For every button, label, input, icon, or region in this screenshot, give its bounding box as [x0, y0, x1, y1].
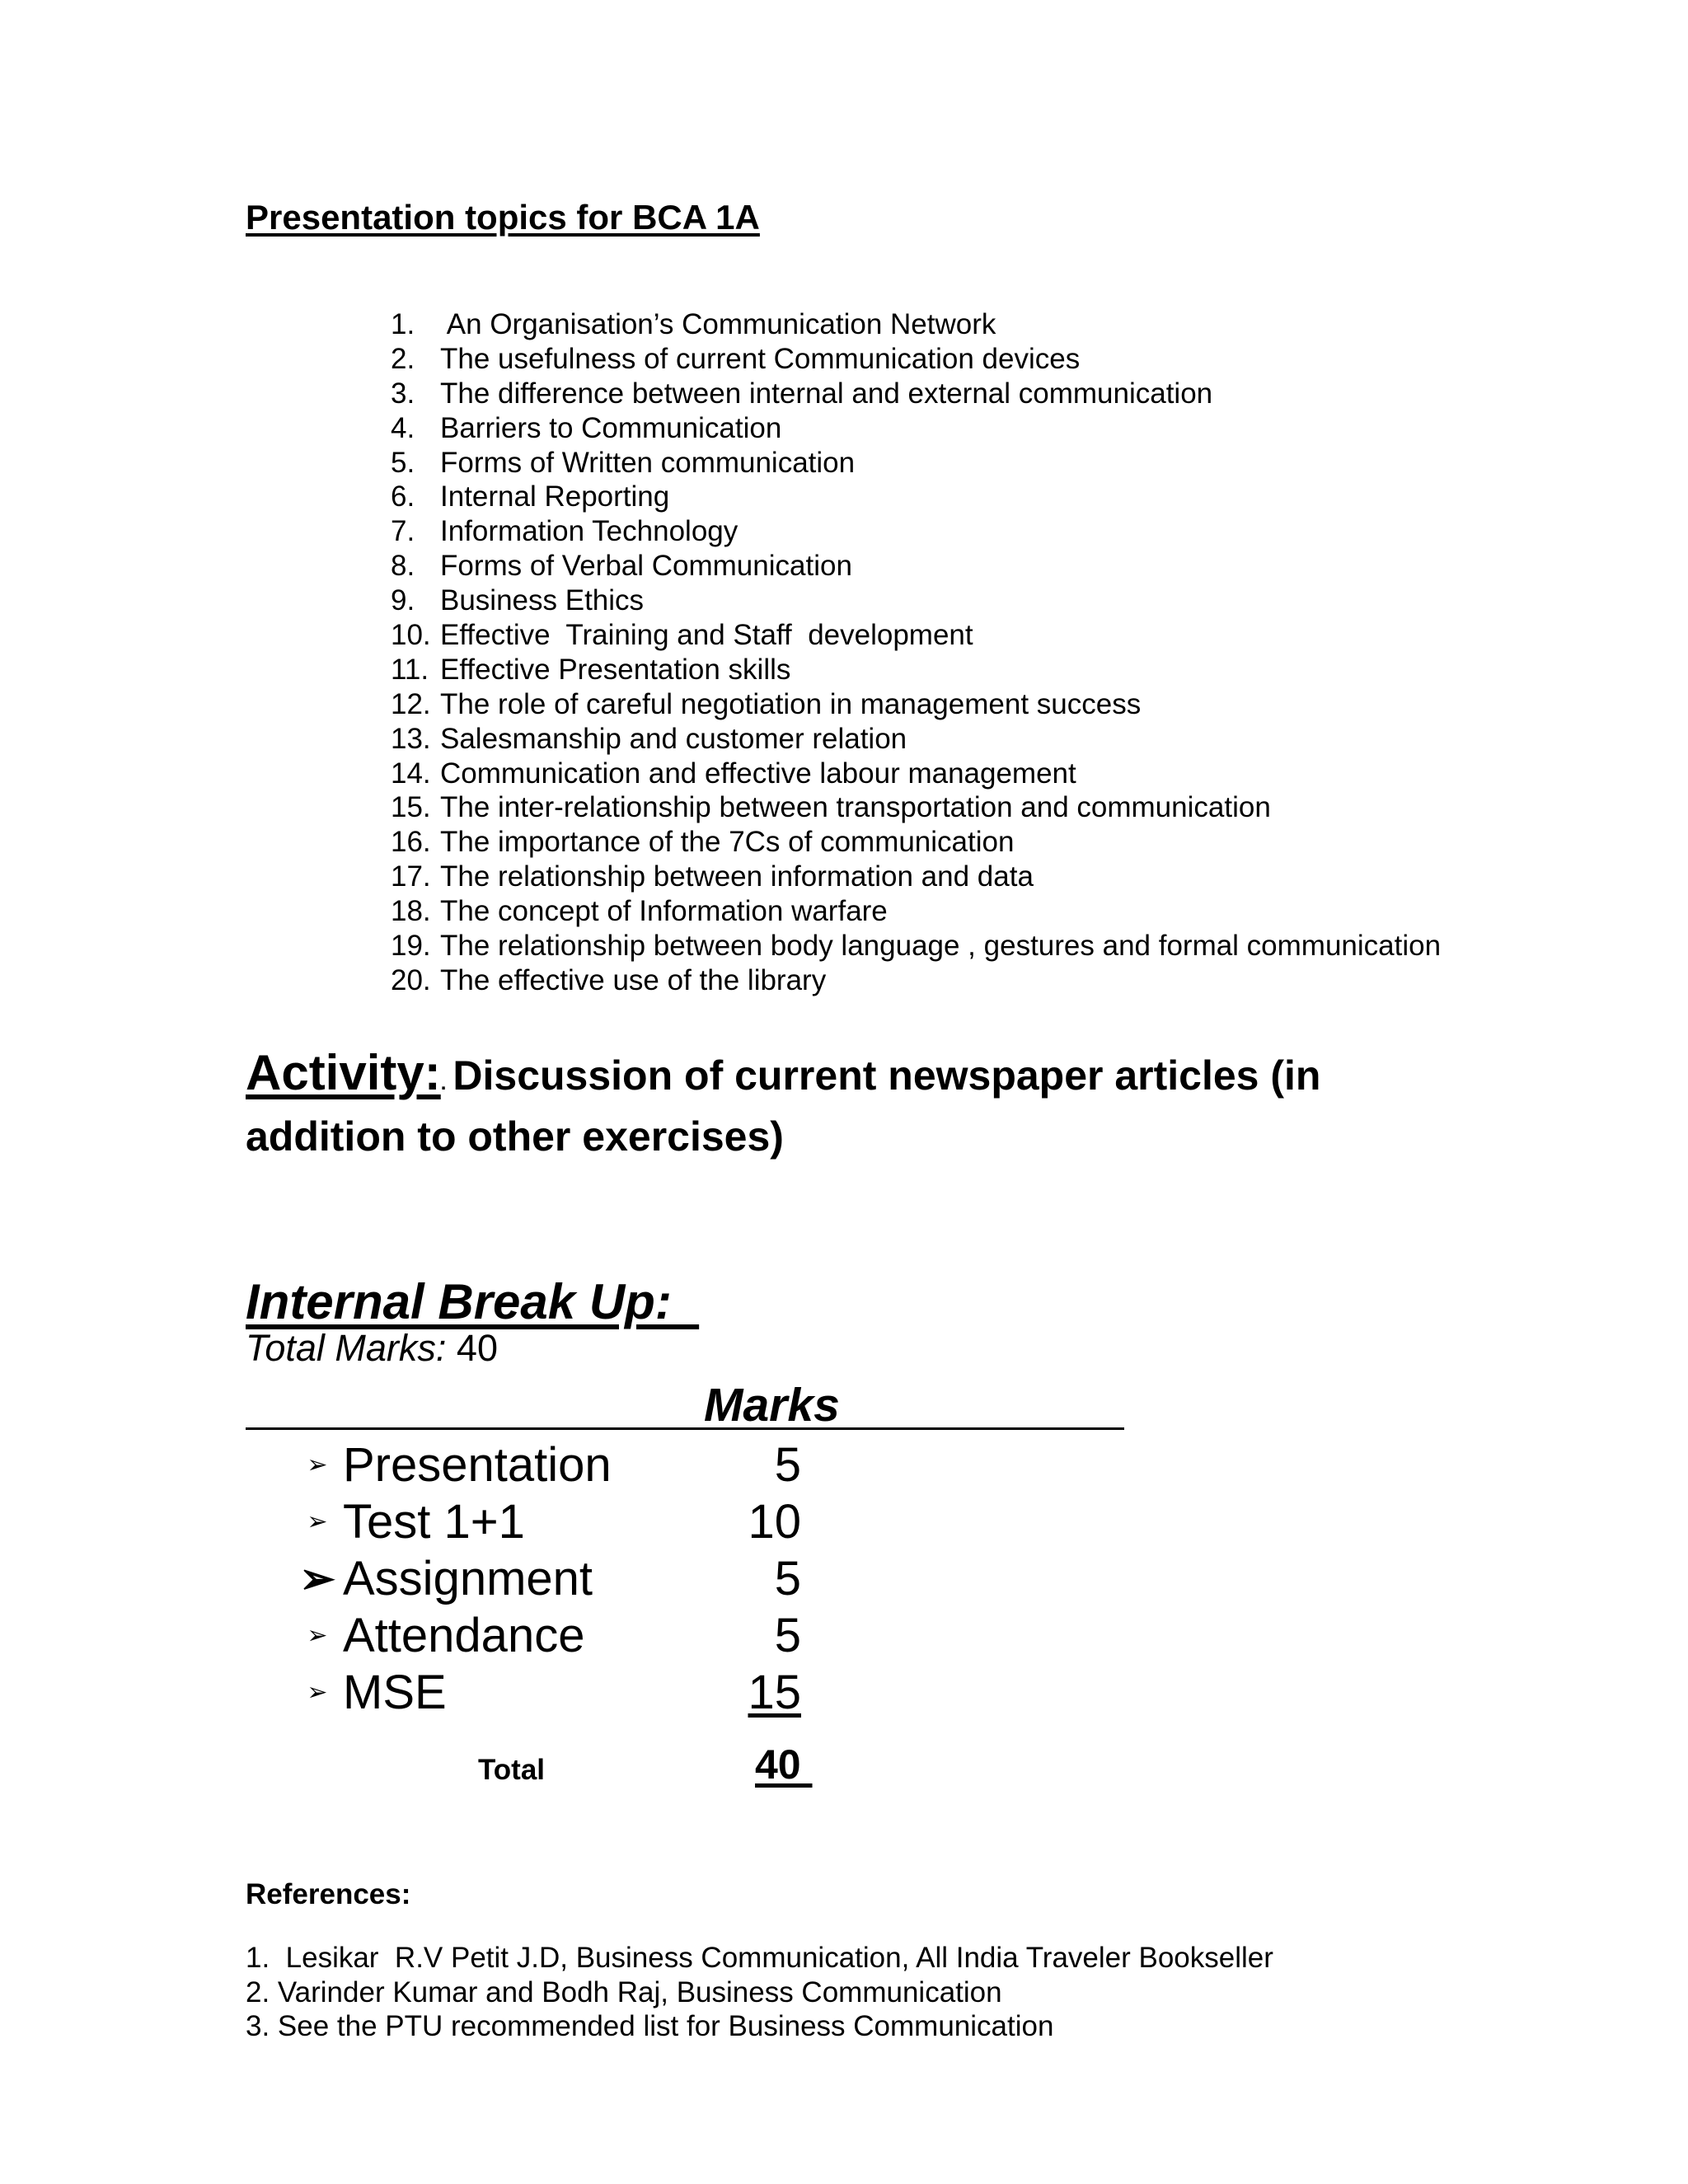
marks-row-item: Assignment — [343, 1552, 593, 1605]
marks-row-value: 5 — [774, 1609, 801, 1662]
marks-row-value: 5 — [774, 1552, 801, 1605]
list-item-number: 11. — [391, 653, 429, 686]
list-item — [391, 550, 1441, 584]
list-item-text: The role of careful negotiation in management success — [440, 687, 1142, 720]
marks-row-item: Attendance — [343, 1609, 585, 1662]
list-item — [391, 584, 1441, 619]
marks-row-value: 5 — [774, 1438, 801, 1492]
marks-header-rule — [246, 1378, 1124, 1430]
list-item-text: The difference between internal and external communication — [440, 377, 1213, 410]
internal-break-up-title: Internal Break Up: — [246, 1274, 700, 1329]
marks-total-value: 40 — [755, 1741, 813, 1788]
reference-item: 3. See the PTU recommended list for Business Communication — [246, 2010, 1054, 2043]
arrowhead-bullet-icon: ➢ — [299, 1555, 335, 1603]
list-item — [391, 515, 1441, 550]
activity-dot: . — [440, 1072, 447, 1094]
list-item-number: 8. — [391, 550, 415, 583]
list-item — [391, 688, 1441, 723]
list-item-text: The effective use of the library — [440, 963, 827, 996]
arrowhead-bullet-icon: ➢ — [307, 1679, 328, 1706]
list-item — [391, 343, 1441, 377]
marks-row — [297, 1608, 874, 1664]
marks-row-item: MSE — [343, 1666, 447, 1719]
list-item-number: 6. — [391, 480, 415, 513]
marks-row — [297, 1437, 874, 1493]
list-item-number: 1. — [391, 308, 415, 340]
list-item — [391, 377, 1441, 412]
list-item-number: 16. — [391, 826, 431, 859]
list-item-text: Barriers to Communication — [440, 411, 782, 444]
list-item-text: The importance of the 7Cs of communication — [440, 826, 1015, 859]
marks-column-header: Marks — [704, 1379, 840, 1432]
list-item — [391, 964, 1441, 999]
marks-total-label: Total — [478, 1754, 546, 1786]
list-item-number: 12. — [391, 687, 431, 720]
list-item-text: Salesmanship and customer relation — [440, 722, 907, 755]
arrowhead-bullet-icon: ➢ — [307, 1622, 328, 1649]
reference-item: 2. Varinder Kumar and Bodh Raj, Business Communication — [246, 1975, 1002, 2008]
list-item-text: Communication and effective labour management — [440, 757, 1076, 790]
list-item-number: 19. — [391, 930, 431, 963]
list-item — [391, 757, 1441, 792]
marks-row — [297, 1551, 874, 1607]
list-item-text: The relationship between information and data — [440, 860, 1034, 893]
list-item — [391, 308, 1441, 343]
reference-item: 1. Lesikar R.V Petit J.D, Business Communication, All India Traveler Bookseller — [246, 1942, 1273, 1974]
list-item — [391, 723, 1441, 757]
marks-row-value: 10 — [748, 1495, 801, 1549]
list-item-number: 2. — [391, 342, 415, 375]
list-item-number: 14. — [391, 757, 431, 790]
list-item-text: Forms of Verbal Communication — [440, 550, 852, 583]
list-item-number: 7. — [391, 515, 415, 548]
list-item — [391, 447, 1441, 481]
list-item — [391, 860, 1441, 895]
list-item-number: 17. — [391, 860, 431, 893]
list-item-text: Effective Training and Staff development — [440, 619, 973, 652]
list-item-number: 9. — [391, 584, 415, 617]
arrowhead-bullet-icon: ➢ — [307, 1451, 328, 1479]
list-item-number: 15. — [391, 791, 431, 824]
marks-row-item: Presentation — [343, 1438, 612, 1492]
list-item-number: 18. — [391, 895, 431, 928]
list-item — [391, 480, 1441, 515]
total-marks-label: Total Marks: — [246, 1327, 447, 1369]
list-item-text: Internal Reporting — [440, 480, 670, 513]
list-item — [391, 654, 1441, 688]
total-marks-line — [246, 1327, 498, 1370]
list-item — [391, 791, 1441, 826]
references-list — [246, 1942, 1273, 2045]
list-item-number: 4. — [391, 411, 415, 444]
list-item-text: The inter-relationship between transportation and communication — [440, 791, 1271, 824]
list-item — [391, 619, 1441, 654]
presentation-topics-list — [391, 308, 1441, 999]
page-title: Presentation topics for BCA 1A — [246, 198, 760, 237]
list-item-text: The relationship between body language , gestures and formal communication — [440, 930, 1442, 963]
activity-section — [246, 1047, 1482, 1163]
list-item-number: 20. — [391, 963, 431, 996]
arrowhead-bullet-icon: ➢ — [307, 1508, 328, 1535]
list-item-text: An Organisation’s Communication Network — [440, 308, 996, 340]
activity-text: Discussion of current newspaper articles (in addition to other exercises) — [246, 1052, 1321, 1160]
list-item-text: Effective Presentation skills — [440, 653, 791, 686]
references-title: References: — [246, 1878, 411, 1910]
list-item-number: 13. — [391, 722, 431, 755]
list-item — [391, 826, 1441, 860]
list-item-text: Forms of Written communication — [440, 446, 856, 479]
list-item-number: 5. — [391, 446, 415, 479]
marks-row-value: 15 — [748, 1666, 801, 1719]
list-item-text: Business Ethics — [440, 584, 645, 617]
list-item — [391, 895, 1441, 930]
list-item-number: 10. — [391, 619, 431, 652]
list-item — [391, 412, 1441, 447]
marks-row — [297, 1665, 874, 1721]
marks-row-item: Test 1+1 — [343, 1495, 525, 1549]
list-item-text: The usefulness of current Communication devices — [440, 342, 1081, 375]
marks-row — [297, 1494, 874, 1550]
list-item-number: 3. — [391, 377, 415, 410]
activity-label: Activity: — [246, 1045, 441, 1100]
list-item-text: Information Technology — [440, 515, 738, 548]
total-marks-value: 40 — [446, 1327, 498, 1369]
list-item-text: The concept of Information warfare — [440, 895, 888, 928]
list-item — [391, 930, 1441, 964]
